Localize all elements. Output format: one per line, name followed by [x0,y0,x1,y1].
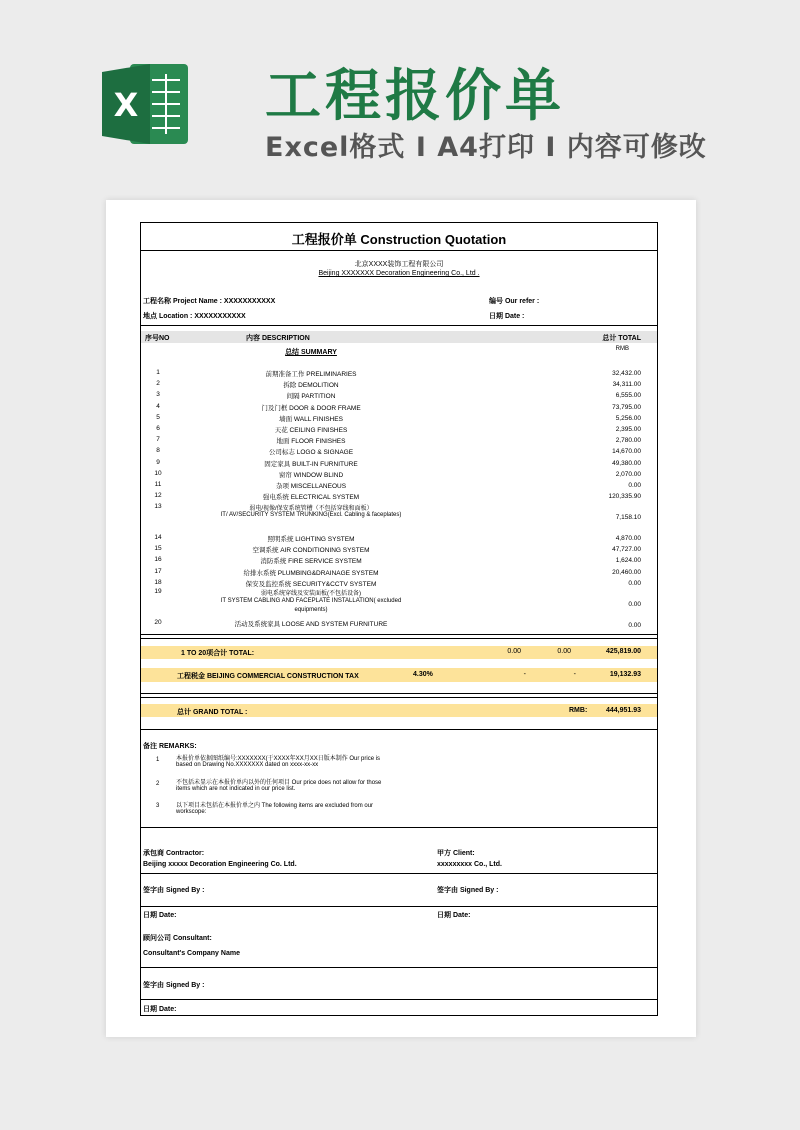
item-no: 9 [156,458,160,466]
banner-title: 工程报价单 [265,64,565,129]
item-total: 32,432.00 [612,370,641,377]
document-paper [106,200,696,1037]
item-description: 拆除 DEMOLITION [283,382,339,390]
consultant-name: Consultant's Company Name [143,950,240,957]
item-description: 保安及监控系统 SECURITY&CCTV SYSTEM [245,580,377,588]
item-no: 7 [156,436,160,444]
item-description: 消防系统 FIRE SERVICE SYSTEM [260,558,362,566]
item-description: 天花 CEILING FINISHES [274,427,348,434]
contractor-name: Beijing xxxxx Decoration Engineering Co. Ltd. [143,861,297,868]
item-total: 6,555.00 [615,392,641,400]
item-no: 6 [156,425,160,432]
item-no: 18 [154,578,162,586]
item-description: 固定家具 BUILT-IN FURNITURE [264,460,358,468]
item-description: 间隔 PARTITION [286,393,336,401]
client-name: xxxxxxxxx Co., Ltd. [437,861,502,868]
item-no: 1 [156,369,160,376]
tax-total: 19,132.93 [609,671,641,678]
remark-2-no: 2 [156,781,160,787]
item-no: 17 [154,567,162,575]
item-19-desc-en2: equipments) [294,607,328,613]
item-no: 5 [156,413,160,421]
item-no: 4 [156,402,160,410]
item-no: 12 [154,492,162,500]
item-20-desc: 活动及系统家具 LOOSE AND SYSTEM FURNITURE [234,621,388,628]
item-total: 34,311.00 [612,381,641,389]
document-title: 工程报价单 Construction Quotation [291,232,507,247]
remark-3-line2: workscope: [176,809,207,815]
item-total: 5,256.00 [615,414,641,422]
our-refer: 编号 Our refer : [489,298,540,305]
location: 地点 Location : XXXXXXXXXXX [143,313,246,320]
item-total: 1,624.00 [615,557,641,565]
item-total: 2,395.00 [615,426,641,433]
item-description: 地面 FLOOR FINISHES [276,438,346,446]
header-no: 序号NO [145,335,170,342]
item-description: 杂项 MISCELLANEOUS [275,483,347,490]
item-total: 2,780.00 [615,437,641,445]
item-total: 4,870.00 [615,535,641,542]
item-13-no: 13 [154,503,162,510]
remark-3-line1: 以下项目未包括在本报价单之内 The following items are excluded from our [176,803,374,809]
quotation-sheet [140,222,658,1016]
signed-by-client: 签字由 Signed By : [437,887,499,894]
item-description: 照明系统 LIGHTING SYSTEM [267,536,355,543]
date-field: 日期 Date : [489,313,525,320]
item-description: 门及门框 DOOR & DOOR FRAME [261,404,361,412]
item-description: 前期准备工作 PRELIMINARIES [265,371,357,378]
item-total: 0.00 [628,579,641,587]
item-no: 14 [154,534,162,541]
item-19-no: 19 [154,588,162,595]
date-client: 日期 Date: [437,912,471,919]
item-total: 2,070.00 [615,470,641,478]
item-description: 空调系统 AIR CONDITIONING SYSTEM [252,547,370,555]
contractor-label: 承包商 Contractor: [143,850,205,857]
signed-by-consultant: 签字由 Signed By : [143,982,205,989]
item-no: 10 [154,469,162,477]
header-total: 总计 TOTAL [602,335,641,342]
item-total: 20,460.00 [612,568,641,576]
tax-rate: 4.30% [413,671,433,678]
subtotal-label: 1 TO 20项合计 TOTAL: [181,650,255,657]
item-no: 8 [156,447,160,455]
item-description: 强电系统 ELECTRICAL SYSTEM [262,494,360,502]
item-19-desc-en1: IT SYSTEM CABLING AND FACEPLATE INSTALLATION( excluded [220,598,402,604]
item-no: 3 [156,391,160,399]
remark-1-no: 1 [156,757,160,763]
item-total: 120,335.90 [608,493,641,501]
company-name-cn: 北京XXXX装饰工程有限公司 [354,261,444,268]
signed-by-contractor: 签字由 Signed By : [143,887,205,894]
item-total: 49,380.00 [612,459,641,467]
grand-total-value: 444,951.93 [605,707,641,714]
header-description: 内容 DESCRIPTION [246,335,310,342]
item-total: 14,670.00 [612,448,641,456]
tax-d1: - [523,671,526,678]
remark-2-line2: items which are not indicated in our price list. [176,786,296,792]
banner-subtitle: Excel格式 I A4打印 I 内容可修改 [265,132,707,163]
remark-2-line1: 不包括未显示在本报价单内以外的任何项目 Our price does not allow for those [176,780,382,786]
excel-icon [100,58,192,150]
item-19-desc-cn: 弱电系统穿线及安装面板(不包括设备) [261,591,361,597]
remark-1-line2: based on Drawing No.XXXXXXX dated on xxxx-xx-xx [176,762,319,768]
company-name-en: Beijing XXXXXXX Decoration Engineering Co., Ltd . [318,270,480,277]
grand-total-currency: RMB: [569,707,588,714]
date-consultant: 日期 Date: [143,1006,177,1013]
item-no: 15 [154,545,162,553]
project-name: 工程名称 Project Name : XXXXXXXXXXX [143,298,276,305]
item-no: 11 [154,481,162,488]
subtotal-v1: 0.00 [507,648,521,655]
tax-d2: - [573,671,576,678]
remark-3-no: 3 [156,803,160,809]
date-contractor: 日期 Date: [143,912,177,919]
header-currency: RMB [615,346,629,352]
item-description: 窗帘 WINDOW BLIND [278,471,344,479]
item-13-desc-cn: 弱电/视像/保安系统管槽（不包括穿线和面板） [249,506,373,512]
consultant-label: 顾问公司 Consultant: [143,935,212,942]
item-total: 47,727.00 [612,546,641,554]
item-19-total: 0.00 [628,601,641,608]
subtotal-total: 425,819.00 [605,648,641,655]
item-20-total: 0.00 [628,622,641,629]
item-description: 公司标志 LOGO & SIGNAGE [268,449,354,457]
item-total: 0.00 [628,482,641,489]
item-20-no: 20 [154,619,162,626]
item-description: 墙面 WALL FINISHES [279,415,343,423]
item-description: 给排水系统 PLUMBING&DRAINAGE SYSTEM [243,569,379,577]
remark-1-line1: 本报价单依据图纸编号:XXXXXXX(于XXXX年XX月XX日版本制作 Our price is [176,756,381,762]
item-no: 2 [156,380,160,388]
subtotal-v2: 0.00 [557,648,571,655]
item-total: 73,795.00 [612,403,641,411]
item-no: 16 [154,556,162,564]
item-13-desc-en: IT/ AV/SECURITY SYSTEM TRUNKING(Excl. Cabling & faceplates) [220,512,402,518]
remarks-label: 备注 REMARKS: [143,743,197,750]
grand-total-label: 总计 GRAND TOTAL : [177,709,248,716]
summary-label: 总结 SUMMARY [285,349,337,356]
logo-letter: X [113,86,139,124]
client-label: 甲方 Client: [437,850,475,857]
tax-label: 工程税金 BEIJING COMMERCIAL CONSTRUCTION TAX [177,673,359,680]
item-13-total: 7,158.10 [615,514,641,521]
